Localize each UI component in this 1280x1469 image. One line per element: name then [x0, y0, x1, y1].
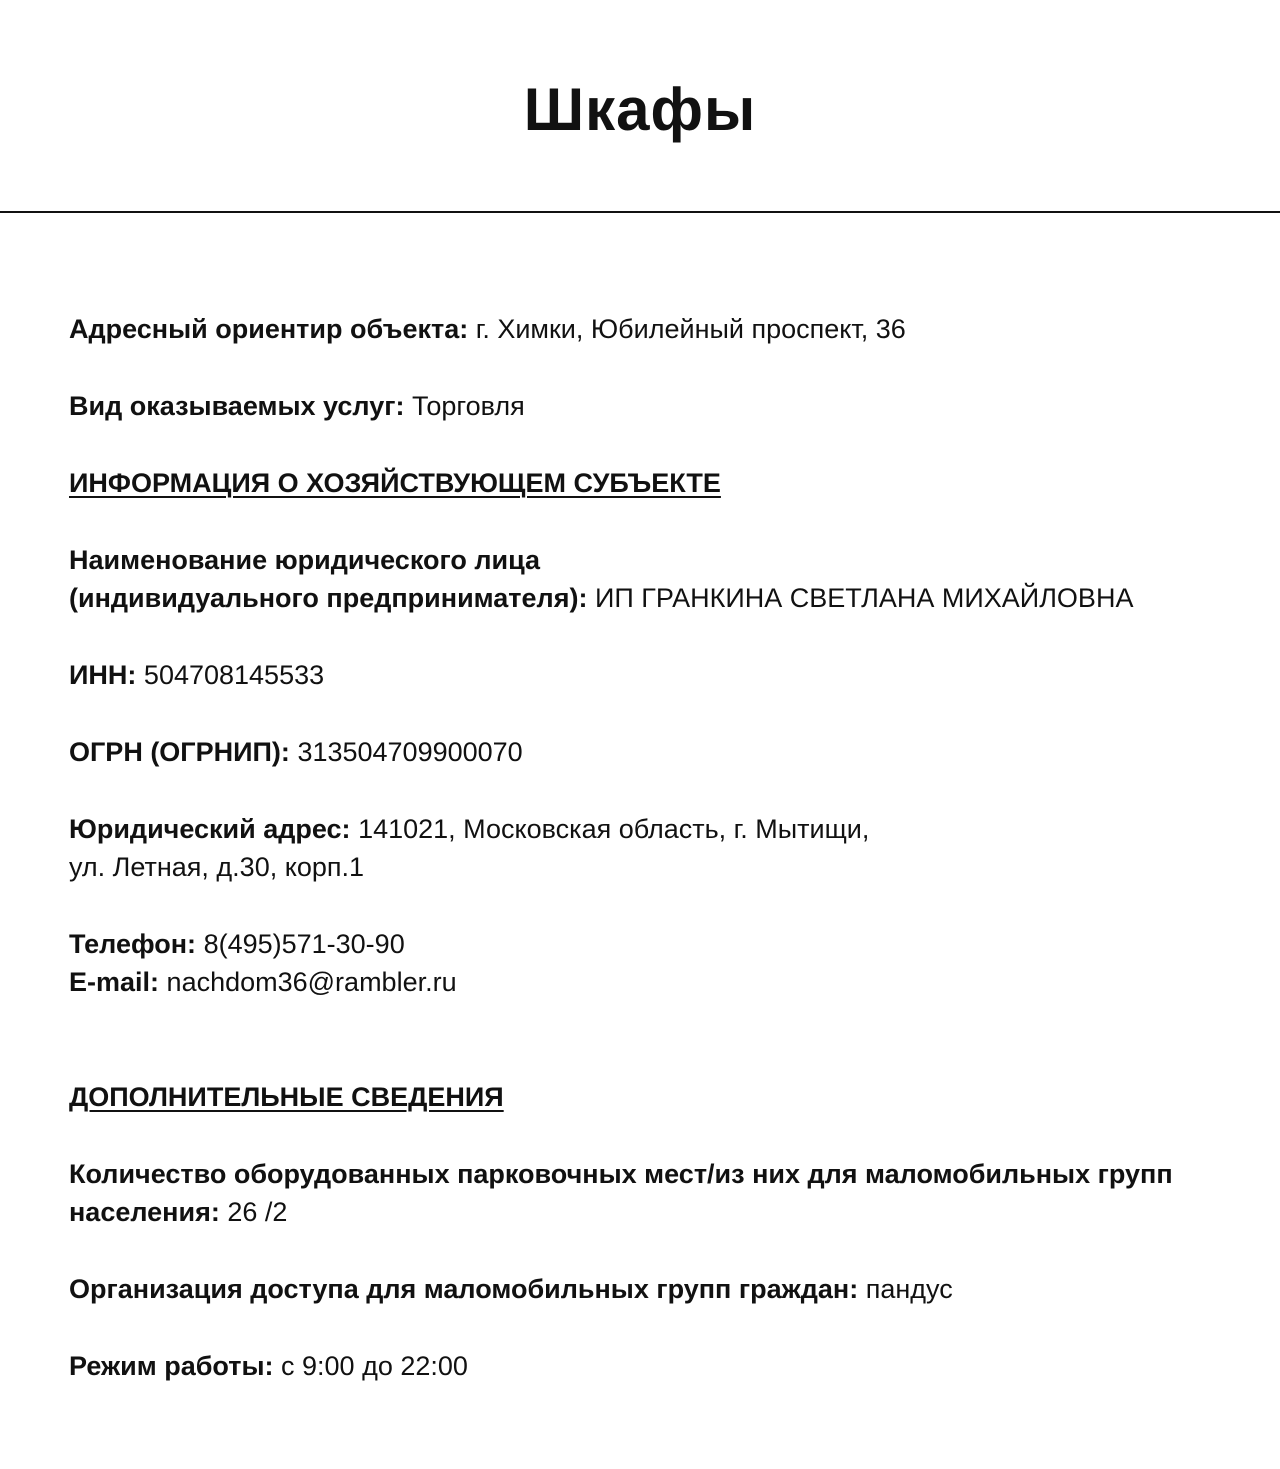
phone-label: Телефон: — [69, 929, 197, 959]
phone-row — [69, 925, 1249, 963]
hours-row — [69, 1347, 1249, 1385]
ogrn-row — [69, 733, 1249, 771]
inn-value: 504708145533 — [143, 660, 325, 690]
email-label: E-mail: — [69, 967, 160, 997]
entity-name-label-line1: Наименование юридического лица — [69, 545, 541, 575]
address-row — [69, 310, 1249, 348]
page-title: Шкафы — [523, 76, 757, 143]
parking-value: 26 /2 — [227, 1197, 288, 1227]
entity-name-value: ИП ГРАНКИНА СВЕТЛАНА МИХАЙЛОВНА — [594, 583, 1134, 613]
accessibility-value: пандус — [865, 1274, 953, 1304]
inn-row — [69, 656, 1249, 694]
parking-row — [69, 1155, 1249, 1231]
accessibility-label: Организация доступа для маломобильных групп граждан: — [69, 1274, 859, 1304]
legal-address-label: Юридический адрес: — [69, 814, 351, 844]
accessibility-row — [69, 1270, 1249, 1308]
hours-label: Режим работы: — [69, 1351, 274, 1381]
document-body — [69, 310, 1249, 1424]
phone-value: 8(495)571-30-90 — [203, 929, 405, 959]
ogrn-label: ОГРН (ОГРНИП): — [69, 737, 290, 767]
section-heading-additional — [69, 1078, 1249, 1116]
legal-address-value-line1: 141021, Московская область, г. Мытищи, — [358, 814, 870, 844]
address-value: г. Химки, Юбилейный проспект, 36 — [475, 314, 906, 344]
entity-name-label-line2: (индивидуального предпринимателя): — [69, 583, 588, 613]
parking-label-line1: Количество оборудованных парковочных мест/из них для маломобильных групп — [69, 1159, 1173, 1189]
ogrn-value: 313504709900070 — [297, 737, 523, 767]
entity-name-row — [69, 541, 1249, 617]
legal-address-value-line2: ул. Летная, д.30, корп.1 — [69, 852, 364, 882]
section-heading-entity-text: ИНФОРМАЦИЯ О ХОЗЯЙСТВУЮЩЕМ СУБЪЕКТЕ — [69, 468, 721, 498]
address-label: Адресный ориентир объекта: — [69, 314, 469, 344]
section-heading-entity — [69, 464, 1249, 502]
title-divider — [0, 211, 1280, 213]
service-label: Вид оказываемых услуг: — [69, 391, 405, 421]
service-value: Торговля — [411, 391, 525, 421]
email-row — [69, 963, 1249, 1001]
service-row — [69, 387, 1249, 425]
email-value: nachdom36@rambler.ru — [166, 967, 457, 997]
inn-label: ИНН: — [69, 660, 137, 690]
parking-label-line2: населения: — [69, 1197, 220, 1227]
legal-address-row — [69, 810, 1249, 886]
hours-value: с 9:00 до 22:00 — [281, 1351, 468, 1381]
section-heading-additional-text: ДОПОЛНИТЕЛЬНЫЕ СВЕДЕНИЯ — [69, 1082, 504, 1112]
